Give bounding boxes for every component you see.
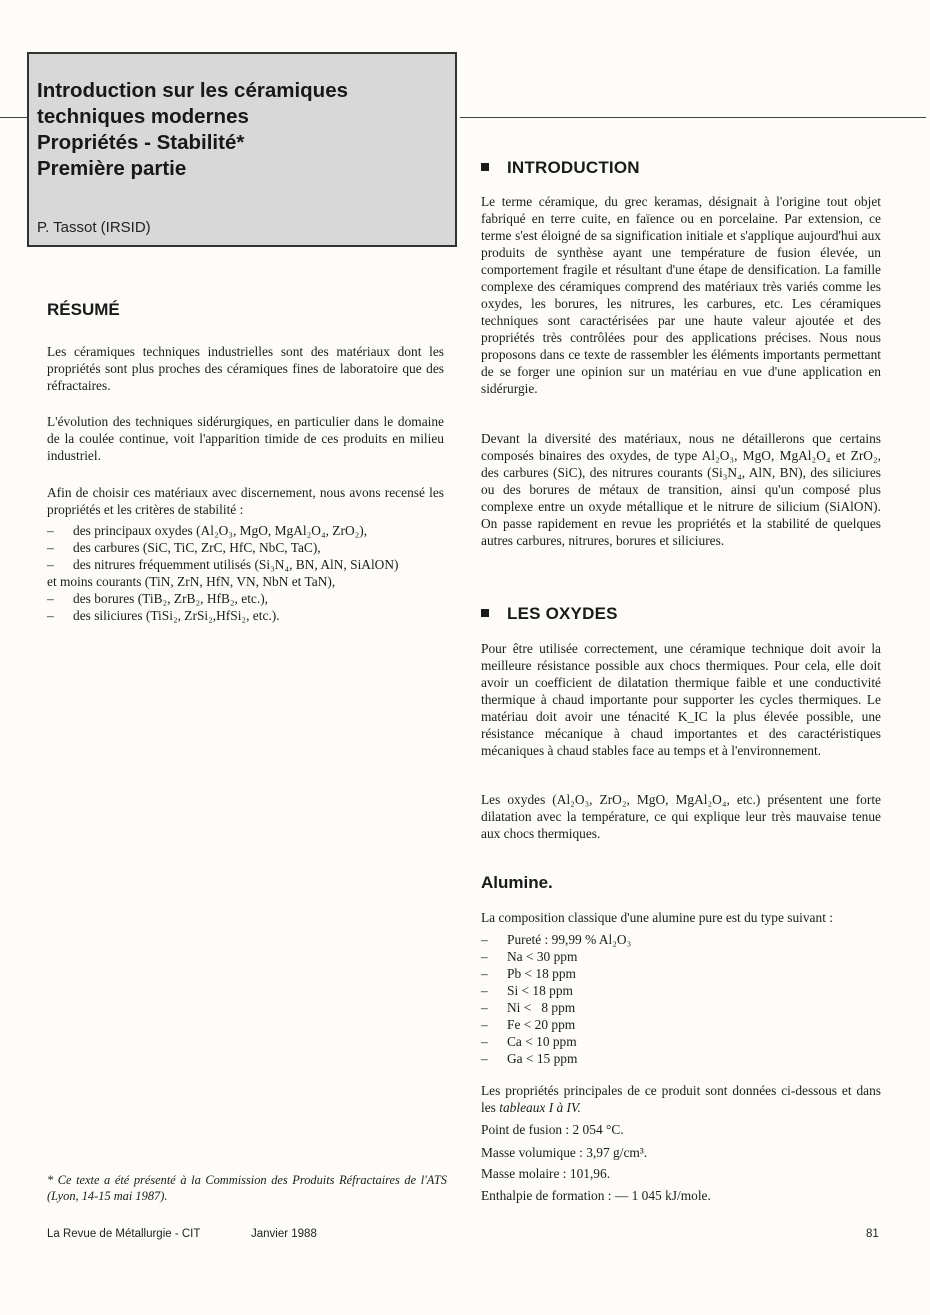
header-rule-right — [460, 117, 926, 118]
introduction-paragraph-2: Devant la diversité des matériaux, nous ne détaillerons que certains composés binaires des oxydes, de type Al₂O₃, MgO, MgAl₂O₄ et ZrO₂, des carbures (SiC), des nitrures courants (Si₃N₄, AlN, BN), des siliciures ou des borures de métaux de transition, ainsi qu'un composé plus complexe entre un oxyde métallique et le nitrure de silicium (SiAlON). On passe rapidement en revue les propriétés et la stabilité de quelques autres carbures, nitrures, borures et siliciures. — [481, 431, 881, 548]
alumine-composition-list — [481, 931, 741, 1067]
page-number: 81 — [866, 1228, 879, 1240]
resume-paragraph-2: L'évolution des techniques sidérurgiques, en particulier dans le domaine de la coulée continue, voit l'apparition timide de ces produits en milieu industriel. — [47, 414, 444, 463]
list-item: – Si < 18 ppm — [481, 983, 573, 998]
list-item: – Pureté : 99,99 % Al₂O₃ — [481, 932, 632, 947]
issue-date: Janvier 1988 — [251, 1228, 317, 1240]
oxydes-heading: LES OXYDES — [481, 604, 618, 624]
title-line: Introduction sur les céramiques — [37, 79, 348, 102]
list-item: – des principaux oxydes (Al₂O₃, MgO, MgAl₂O₄, ZrO₂), — [47, 523, 368, 538]
section-bullet-icon — [481, 163, 489, 171]
melting-point: Point de fusion : 2 054 °C. — [481, 1122, 624, 1137]
list-item: – Pb < 18 ppm — [481, 966, 576, 981]
author: P. Tassot (IRSID) — [37, 219, 151, 236]
introduction-heading: INTRODUCTION — [481, 158, 640, 178]
footnote: * Ce texte a été présenté à la Commission des Produits Réfractaires de l'ATS (Lyon, 14-15 mai 1987). — [47, 1173, 447, 1203]
alumine-heading: Alumine. — [481, 873, 553, 892]
journal-name: La Revue de Métallurgie - CIT — [47, 1228, 201, 1240]
title-line: Première partie — [37, 157, 187, 180]
oxydes-paragraph-2: Les oxydes (Al₂O₃, ZrO₂, MgO, MgAl₂O₄, etc.) présentent une forte dilatation avec la température, ce qui explique leur très mauvaise tenue aux chocs thermiques. — [481, 792, 881, 841]
article-title — [37, 78, 447, 182]
list-item: et moins courants (TiN, ZrN, HfN, VN, NbN et TaN), — [47, 574, 336, 589]
list-item: – Fe < 20 ppm — [481, 1017, 576, 1032]
list-item: – Na < 30 ppm — [481, 949, 578, 964]
formation-enthalpy: Enthalpie de formation : — 1 045 kJ/mole. — [481, 1188, 711, 1203]
list-item: – Ga < 15 ppm — [481, 1051, 578, 1066]
alumine-intro: La composition classique d'une alumine pure est du type suivant : — [481, 910, 833, 925]
resume-heading: RÉSUMÉ — [47, 300, 120, 319]
resume-list — [47, 522, 444, 624]
list-item: – des borures (TiB₂, ZrB₂, HfB₂, etc.), — [47, 591, 269, 606]
list-item: – Ca < 10 ppm — [481, 1034, 577, 1049]
list-item: – des nitrures fréquemment utilisés (Si₃N₄, BN, AlN, SiAlON) — [47, 557, 399, 572]
molar-mass: Masse molaire : 101,96. — [481, 1166, 611, 1181]
resume-paragraph-3: Afin de choisir ces matériaux avec discernement, nous avons recensé les propriétés et les critères de stabilité : — [47, 485, 444, 517]
list-item: – des siliciures (TiSi₂, ZrSi₂,HfSi₂, etc.). — [47, 608, 280, 623]
resume-paragraph-1: Les céramiques techniques industrielles sont des matériaux dont les propriétés sont plus proches des céramiques fines de laboratoire que des réfractaires. — [47, 344, 444, 393]
title-line: techniques modernes — [37, 105, 249, 128]
introduction-paragraph-1: Le terme céramique, du grec keramas, désignait à l'origine tout objet fabriqué en terre cuite, en faïence ou en porcelaine. Par extension, ce terme s'est éloigné de sa signification initiale et s'applique aujourd'hui aux produits de synthèse ayant une température de fusion élevée, un comportement fragile et résultant d'une étape de densification. La famille complexe des céramiques comprend des matériaux très variés comme les oxydes, les borures, les nitrures, les carbures, etc. Les céramiques techniques sont caractérisées par une haute valeur ajoutée et des propriétés très contrôlées pour des applications précises. Nous nous proposons dans ce texte de rassembler les éléments importants permettant de se forger une opinion sur un matériau en vue d'une application en sidérurgie. — [481, 194, 881, 396]
title-line: Propriétés - Stabilité* — [37, 131, 245, 154]
density: Masse volumique : 3,97 g/cm³. — [481, 1145, 648, 1160]
list-item: – des carbures (SiC, TiC, ZrC, HfC, NbC, TaC), — [47, 540, 321, 555]
section-bullet-icon — [481, 609, 489, 617]
alumine-properties-paragraph: Les propriétés principales de ce produit sont données ci-dessous et dans les tableaux I à IV. — [481, 1083, 881, 1115]
header-rule-left — [0, 117, 30, 118]
list-item: – Ni < 8 ppm — [481, 1000, 576, 1015]
title-box — [27, 52, 457, 247]
oxydes-paragraph-1: Pour être utilisée correctement, une céramique technique doit avoir la meilleure résistance possible aux chocs thermiques. Pour cela, elle doit avoir un coefficient de dilatation thermique faible et une conductivité thermique à chaud importante pour supporter les cycles thermiques. Le matériau doit avoir une ténacité K_IC la plus élevée possible, une résistance mécanique à chaud importantes et des caractéristiques mécaniques à chaud stables face au temps et à l'environnement. — [481, 641, 881, 758]
tables-reference: tableaux I à IV. — [499, 1100, 581, 1115]
